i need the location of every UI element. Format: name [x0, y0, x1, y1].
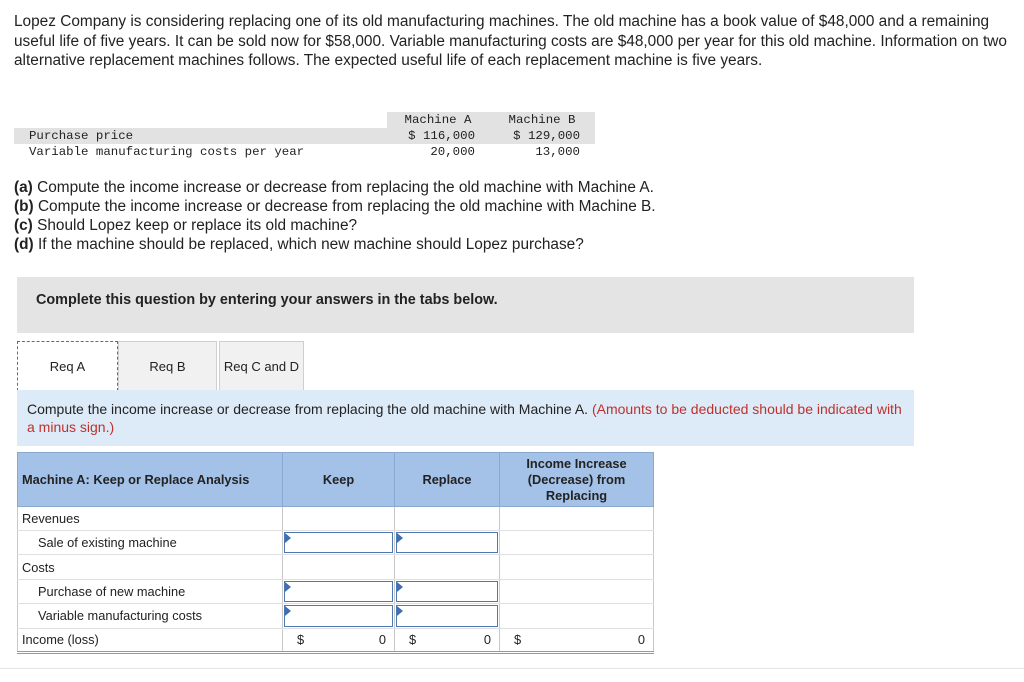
income-difference-total: 0: [637, 632, 645, 648]
variable-replace-input[interactable]: [396, 605, 498, 626]
flag-icon: [397, 606, 403, 616]
machine-b-variable-costs: 13,000: [489, 144, 595, 160]
machine-info-table: [14, 112, 595, 160]
divider: [0, 668, 1024, 669]
machine-a-variable-costs: 20,000: [387, 144, 489, 160]
variable-keep-input[interactable]: [284, 605, 393, 626]
currency-symbol: $: [514, 632, 522, 648]
sale-keep-input[interactable]: [284, 532, 393, 553]
question-d: (d) If the machine should be replaced, which new machine should Lopez purchase?: [14, 236, 584, 253]
requirement-prompt: [17, 390, 914, 446]
analysis-title-header: Machine A: Keep or Replace Analysis: [18, 453, 283, 507]
question-a: (a) Compute the income increase or decrease from replacing the old machine with Machine A.: [14, 179, 654, 196]
machine-b-header: Machine B: [489, 112, 595, 128]
instruction-banner: [17, 277, 914, 333]
machine-a-header: Machine A: [387, 112, 489, 128]
flag-icon: [285, 533, 291, 543]
costs-label: Costs: [18, 555, 283, 579]
currency-symbol: $: [409, 632, 417, 648]
income-loss-label: Income (loss): [18, 628, 283, 652]
question-c: (c) Should Lopez keep or replace its old machine?: [14, 217, 358, 234]
keep-income-total: 0: [378, 632, 386, 648]
purchase-price-label: Purchase price: [14, 128, 387, 144]
replace-income-total: 0: [483, 632, 491, 648]
tab-req-c-and-d[interactable]: Req C and D: [219, 341, 304, 391]
replace-header: Replace: [395, 453, 500, 507]
flag-icon: [397, 582, 403, 592]
tab-req-b[interactable]: Req B: [118, 341, 217, 391]
revenues-label: Revenues: [18, 507, 283, 531]
question-b: (b) Compute the income increase or decrease from replacing the old machine with Machine B.: [14, 198, 656, 215]
flag-icon: [285, 606, 291, 616]
tab-req-a[interactable]: Req A: [17, 341, 118, 391]
income-difference-header: Income Increase (Decrease) from Replacing: [500, 453, 654, 507]
currency-symbol: $: [297, 632, 305, 648]
keep-replace-analysis-table: [17, 452, 654, 654]
purchase-keep-input[interactable]: [284, 581, 393, 602]
variable-costs-label: Variable manufacturing costs per year: [14, 144, 387, 160]
flag-icon: [397, 533, 403, 543]
keep-header: Keep: [283, 453, 395, 507]
instruction-text: Complete this question by entering your answers in the tabs below.: [36, 292, 498, 308]
flag-icon: [285, 582, 291, 592]
question-list: [14, 178, 656, 254]
machine-a-purchase-price: $ 116,000: [387, 128, 489, 144]
requirement-tabs: [17, 341, 304, 391]
machine-b-purchase-price: $ 129,000: [489, 128, 595, 144]
purchase-new-machine-label: Purchase of new machine: [18, 579, 283, 603]
prompt-text: Compute the income increase or decrease from replacing the old machine with Machine A.: [27, 401, 589, 417]
variable-manufacturing-costs-label: Variable manufacturing costs: [18, 604, 283, 628]
prompt-note: (Amounts to be deducted should be indicated with a minus sign.): [27, 401, 902, 435]
problem-intro: Lopez Company is considering replacing one of its old manufacturing machines. The old machine has a book value of $48,000 and a remaining useful life of five years. It can be sold now for $58,000. Variable manufacturing costs are $48,000 per year for this old machine. Information on two alternative replacement machines follows. The expected useful life of each replacement machine is five years.: [14, 13, 1007, 70]
sale-existing-machine-label: Sale of existing machine: [18, 531, 283, 555]
sale-replace-input[interactable]: [396, 532, 498, 553]
purchase-replace-input[interactable]: [396, 581, 498, 602]
